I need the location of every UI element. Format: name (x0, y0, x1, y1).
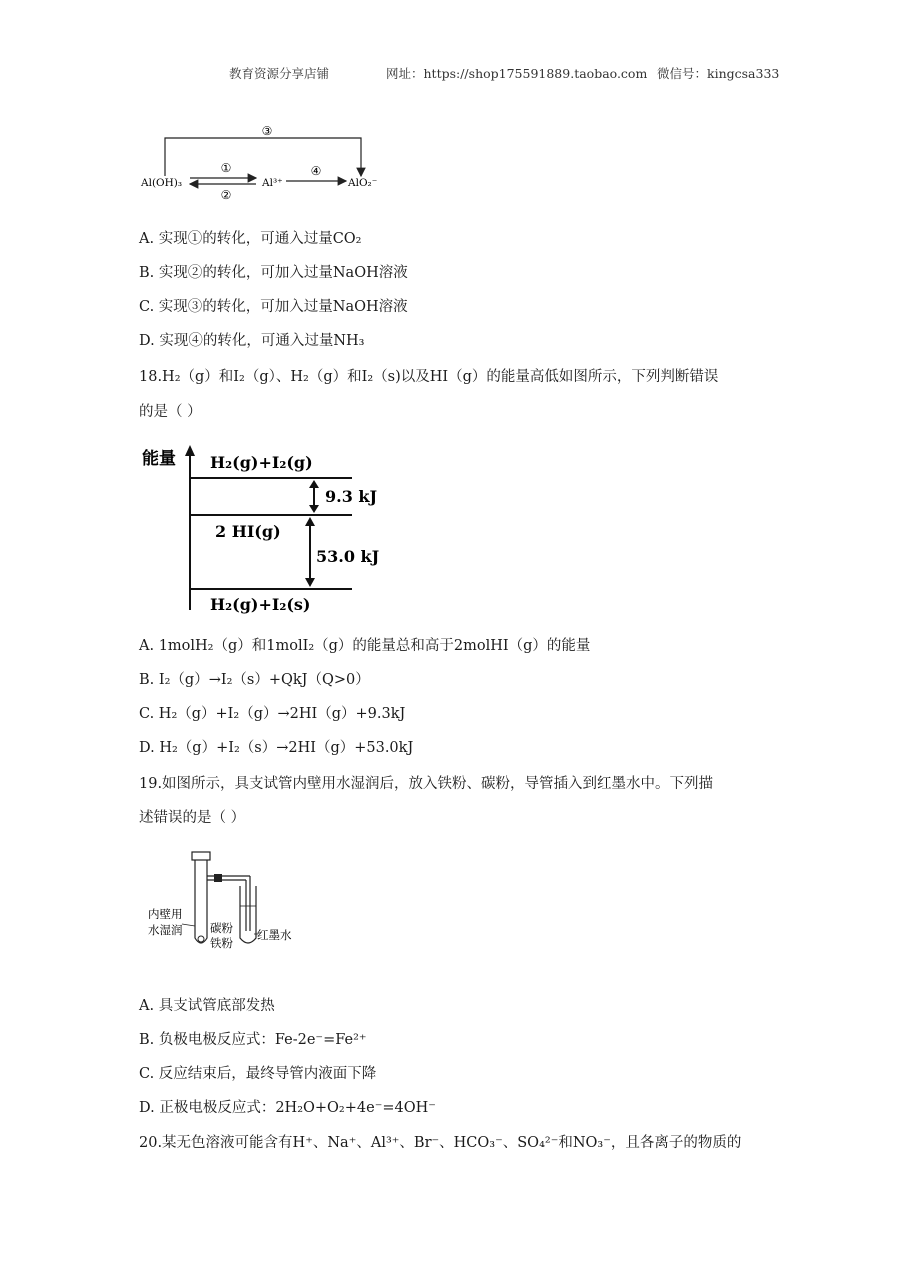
q18-stem-line1: 18.H₂（g）和I₂（g）、H₂（g）和I₂（s)以及HI（g）的能量高低如图所示，下列判断错误 (139, 369, 719, 385)
label-1: ① (220, 161, 232, 175)
species-al3: Al³⁺ (262, 177, 283, 189)
label-3: ③ (261, 124, 273, 138)
aluminium-conversion-diagram (138, 118, 388, 203)
q19-option-b: B. 负极电极反应式：Fe-2e⁻=Fe²⁺ (139, 1032, 367, 1048)
q19-stem-line1: 19.如图所示，具支试管内壁用水湿润后，放入铁粉、碳粉，导管插入到红墨水中。下列描 (139, 776, 714, 792)
q18-option-b: B. I₂（g）→I₂（s）+QkJ（Q>0） (139, 672, 370, 688)
label-carbon-powder: 碳粉 (210, 921, 233, 935)
label-4: ④ (310, 164, 322, 178)
level-mid-label: 2 HI(g) (215, 522, 281, 541)
level-bot-label: H₂(g)+I₂(s) (210, 595, 311, 614)
q18-stem-line2: 的是（ ） (139, 404, 202, 420)
label-inner-wall-2: 水湿润 (148, 923, 183, 937)
q20-stem-line1: 20.某无色溶液可能含有H⁺、Na⁺、Al³⁺、Br⁻、HCO₃⁻、SO₄²⁻和NO₃⁻，且各离子的物质的 (139, 1135, 742, 1151)
gap-53-0-kj: 53.0 kJ (316, 547, 380, 566)
energy-level-diagram (140, 440, 390, 615)
q17-option-b: B. 实现②的转化，可加入过量NaOH溶液 (139, 265, 408, 281)
q19-option-c: C. 反应结束后，最终导管内液面下降 (139, 1066, 377, 1082)
branch-test-tube-apparatus (140, 846, 310, 956)
q17-option-a: A. 实现①的转化，可通入过量CO₂ (139, 231, 362, 247)
q17-option-d: D. 实现④的转化，可通入过量NH₃ (139, 333, 365, 349)
q17-option-c: C. 实现③的转化，可加入过量NaOH溶液 (139, 299, 408, 315)
header-shop: 教育资源分享店铺 (229, 66, 330, 81)
level-top-label: H₂(g)+I₂(g) (210, 453, 313, 472)
label-inner-wall-1: 内壁用 (148, 907, 183, 921)
q19-option-a: A. 具支试管底部发热 (139, 998, 275, 1014)
q18-option-d: D. H₂（g）+I₂（s）→2HI（g）+53.0kJ (139, 740, 414, 756)
q18-option-c: C. H₂（g）+I₂（g）→2HI（g）+9.3kJ (139, 706, 406, 722)
species-alo2: AlO₂⁻ (348, 177, 378, 189)
q19-option-d: D. 正极电极反应式：2H₂O+O₂+4e⁻=4OH⁻ (139, 1100, 436, 1116)
gap-9-3-kj: 9.3 kJ (325, 487, 378, 506)
species-al-oh3: Al(OH)₃ (141, 177, 183, 189)
label-2: ② (220, 188, 232, 202)
q18-option-a: A. 1molH₂（g）和1molI₂（g）的能量总和高于2molHI（g）的能量 (139, 638, 591, 654)
label-red-ink: 红墨水 (257, 928, 292, 942)
energy-axis-label: 能量 (142, 449, 176, 469)
header-wechat: 微信号：kingcsa333 (657, 66, 780, 81)
header-url: 网址：https://shop175591889.taobao.com (386, 66, 648, 81)
q19-stem-line2: 述错误的是（ ） (139, 810, 246, 826)
label-iron-powder: 铁粉 (210, 936, 233, 950)
